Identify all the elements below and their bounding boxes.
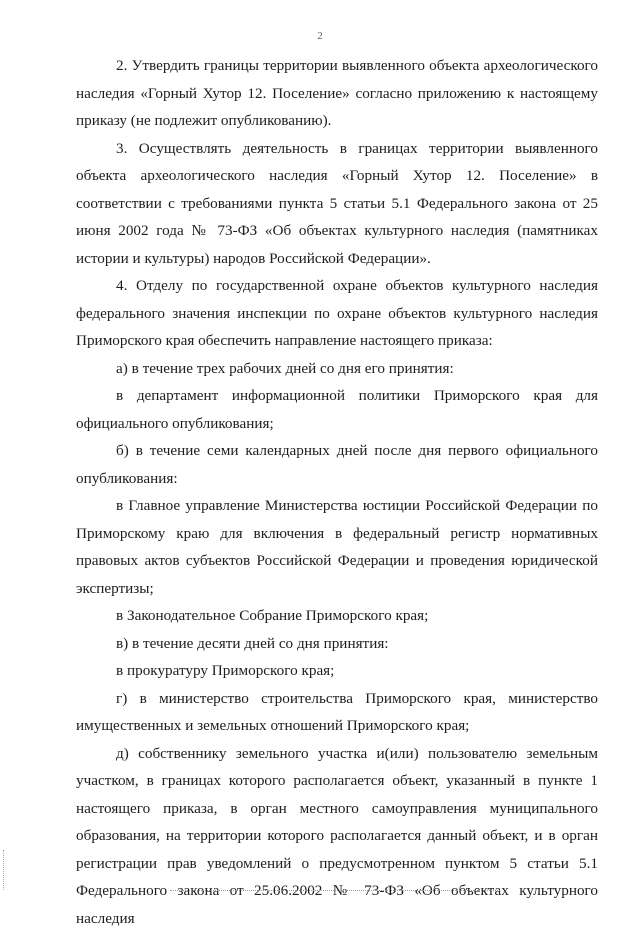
- paragraph-item-3: 3. Осуществлять деятельность в границах территории выявленного объекта археологического наследия «Горный Хутор 12. Поселение» в соответствии с требованиями пункта 5 статьи 5.1 Федерального закона от 25 июня 2002 года № 73-ФЗ «Об объектах культурного наследия (памятниках истории и культуры) народов Российской Федерации».: [76, 135, 598, 273]
- paragraph-item-2: 2. Утвердить границы территории выявленного объекта археологического наследия «Горный Хутор 12. Поселение» согласно приложению к настоящему приказу (не подлежит опубликованию).: [76, 52, 598, 135]
- subparagraph-b: б) в течение семи календарных дней после дня первого официального опубликования:: [76, 437, 598, 492]
- scan-edge-mark: [3, 850, 5, 890]
- scan-dotted-line: [170, 889, 500, 891]
- paragraph-item-4: 4. Отделу по государственной охране объектов культурного наследия федерального значения инспекции по охране объектов культурного наследия Приморского края обеспечить направление настоящего приказа:: [76, 272, 598, 355]
- recipient-legislative-assembly: в Законодательное Собрание Приморского края;: [76, 602, 598, 630]
- subparagraph-v: в) в течение десяти дней со дня принятия:: [76, 630, 598, 658]
- subparagraph-a: а) в течение трех рабочих дней со дня его принятия:: [76, 355, 598, 383]
- recipient-prosecutor: в прокуратуру Приморского края;: [76, 657, 598, 685]
- subparagraph-d: д) собственнику земельного участка и(или) пользователю земельным участком, в границах которого располагается объект, указанный в пункте 1 настоящего приказа, в орган местного самоуправления муниципального образования, на территории которого располагается данный объект, и в орган регистрации прав уведомлений о предусмотренном пунктом 5 статьи 5.1 Федерального закона от 25.06.2002 № 73-ФЗ «Об объектах культурного наследия: [76, 740, 598, 932]
- recipient-info-policy-dept: в департамент информационной политики Приморского края для официального опубликования;: [76, 382, 598, 437]
- document-body: [76, 52, 598, 932]
- recipient-ministry-justice: в Главное управление Министерства юстиции Российской Федерации по Приморскому краю для включения в федеральный регистр нормативных правовых актов субъектов Российской Федерации и проведения юридической экспертизы;: [76, 492, 598, 602]
- subparagraph-g: г) в министерство строительства Приморского края, министерство имущественных и земельных отношений Приморского края;: [76, 685, 598, 740]
- page-number: 2: [0, 30, 640, 42]
